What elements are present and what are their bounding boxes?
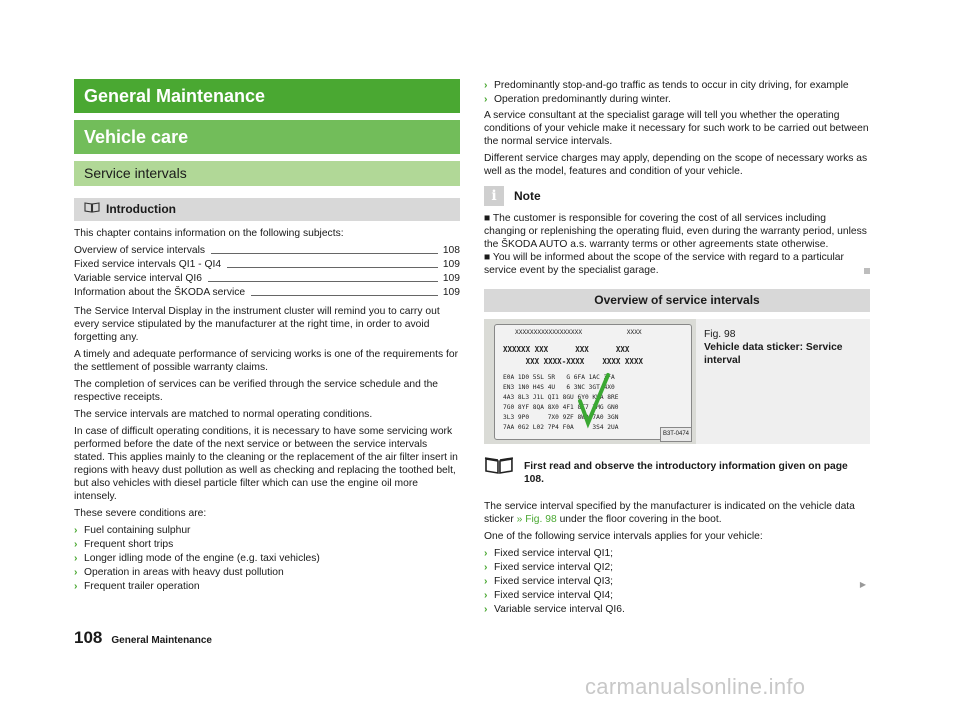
subsection-heading: Service intervals — [74, 161, 460, 186]
paragraph: The completion of services can be verified through the service schedule and the respective receipts. — [74, 379, 439, 403]
figure-code: B3T-0474 — [660, 427, 692, 442]
chevron-right-icon: › — [484, 590, 488, 601]
paragraph: Different service charges may apply, depending on the scope of necessary works as well as the model, features and condition of your vehicle. — [484, 153, 868, 177]
conditions-list — [74, 524, 460, 593]
chevron-right-icon: › — [74, 567, 78, 578]
paragraph: A service consultant at the specialist garage will tell you whether the operating conditions of your vehicle make it necessary for such work to be carried out between the normal service intervals. — [484, 110, 869, 147]
list-item: › Operation in areas with heavy dust pollution — [74, 567, 284, 578]
end-marker — [864, 268, 870, 274]
book-icon — [84, 198, 100, 221]
list-item: › Predominantly stop-and-go traffic as tends to occur in city driving, for example — [484, 80, 849, 91]
toc-item[interactable]: Information about the ŠKODA service 109 — [74, 287, 460, 298]
note-text: ■ You will be informed about the scope of the service with regard to a particular service event by the specialist garage. — [484, 252, 844, 276]
vehicle-data-sticker-image — [484, 319, 696, 444]
toc-item[interactable]: Variable service interval QI6 109 — [74, 273, 460, 284]
section-heading: Vehicle care — [74, 120, 460, 154]
left-column — [74, 79, 460, 594]
paragraph: The Service Interval Display in the instrument cluster will remind you to carry out every service stipulated by the manufacturer at the right time, in order to avoid forgetting any. — [74, 306, 440, 343]
paragraph: The service intervals are matched to normal operating conditions. — [74, 409, 373, 420]
read-first-notice: First read and observe the introductory information given on page 108. — [484, 454, 870, 486]
page-footer — [74, 628, 212, 648]
figure-link[interactable]: » Fig. 98 — [516, 514, 557, 525]
paragraph: In case of difficult operating conditions, it is necessary to have some servicing work performed before the date of the next service or between the service intervals stated. This applies mainly to the cleaning or the replacement of the air filter insert in regions with heavy dust pollution as well as checking and replacing the toothed belt, but also vehicles with diesel particle filter which can use the engine oil more intensely. — [74, 426, 458, 502]
list-item: › Longer idling mode of the engine (e.g. taxi vehicles) — [74, 553, 320, 564]
chapter-heading: General Maintenance — [74, 79, 460, 113]
open-book-icon — [484, 454, 514, 474]
toc-intro: This chapter contains information on the following subjects: — [74, 228, 344, 239]
paragraph: The service interval specified by the manufacturer is indicated on the vehicle data sticker » Fig. 98 under the floor covering in the boot. — [484, 501, 855, 525]
chevron-right-icon: › — [74, 525, 78, 536]
paragraph: A timely and adequate performance of servicing works is one of the requirements for the settlement of possible warranty claims. — [74, 349, 459, 373]
page-number: 108 — [74, 628, 103, 647]
right-column — [484, 79, 870, 617]
note-heading: i Note — [484, 186, 870, 206]
figure-caption: Fig. 98 Vehicle data sticker: Service interval — [696, 319, 870, 444]
list-item: › Operation predominantly during winter. — [484, 94, 671, 105]
paragraph: One of the following service intervals applies for your vehicle: — [484, 531, 763, 542]
list-item: › Fixed service interval QI4; — [484, 590, 614, 601]
overview-heading: Overview of service intervals — [484, 289, 870, 312]
list-item: › Fixed service interval QI3; — [484, 576, 614, 587]
chevron-right-icon: › — [484, 562, 488, 573]
chevron-right-icon: › — [484, 604, 488, 615]
paragraph: These severe conditions are: — [74, 508, 207, 519]
toc-list — [74, 244, 460, 299]
checkmark-icon — [484, 319, 696, 444]
intro-heading-bar — [74, 198, 460, 221]
note-text: ■ The customer is responsible for covering the cost of all services including changing or replenishing the operating fluid, even during the warranty period, unless the ŠKODA AUTO a.s. warranty terms or other agreements state otherwise. — [484, 213, 867, 250]
continued-arrow-icon: ▶ — [859, 580, 866, 589]
conditions-list-continued — [484, 79, 870, 106]
sticker: XXXXXXXXXXXXXXXXXX XXXX XXXXXX XXX XXX XXX XXX XXXX-XXXX XXXX XXXX E0A 1D0 5SL 5R G 6FA 1AC 3FA EN3 1N0 H4S 4U 6 3NC 3GT 4X0 4A3 8L3 J1L QI1 8GU 6Y0 KHA 8RE 7G0 8YF 8QA 8X0 4F1 8T7 7MG GN0 3L3 9P0 7X0 9ZF 8WD 7A0 3GN 7AA 0G2 L02 7P4 F0A 3S4 2UA — [494, 324, 692, 440]
list-item: › Fixed service interval QI1; — [484, 548, 614, 559]
chevron-right-icon: › — [484, 94, 488, 105]
watermark: carmanualsonline.info — [585, 674, 806, 699]
chevron-right-icon: › — [484, 80, 488, 91]
interval-list — [484, 547, 870, 616]
footer-section: General Maintenance — [111, 635, 212, 646]
intro-heading: Introduction — [106, 202, 176, 216]
chevron-right-icon: › — [484, 576, 488, 587]
figure-98 — [484, 319, 870, 444]
list-item: › Fixed service interval QI2; — [484, 562, 614, 573]
list-item: › Fuel containing sulphur — [74, 525, 191, 536]
list-item: › Frequent short trips — [74, 539, 174, 550]
chevron-right-icon: › — [484, 548, 488, 559]
toc-item[interactable]: Overview of service intervals 108 — [74, 245, 460, 256]
list-item: › Frequent trailer operation — [74, 581, 200, 592]
info-icon: i — [484, 186, 504, 206]
list-item: › Variable service interval QI6. — [484, 604, 625, 615]
chevron-right-icon: › — [74, 553, 78, 564]
chevron-right-icon: › — [74, 539, 78, 550]
chevron-right-icon: › — [74, 581, 78, 592]
toc-item[interactable]: Fixed service intervals QI1 - QI4 109 — [74, 259, 460, 270]
